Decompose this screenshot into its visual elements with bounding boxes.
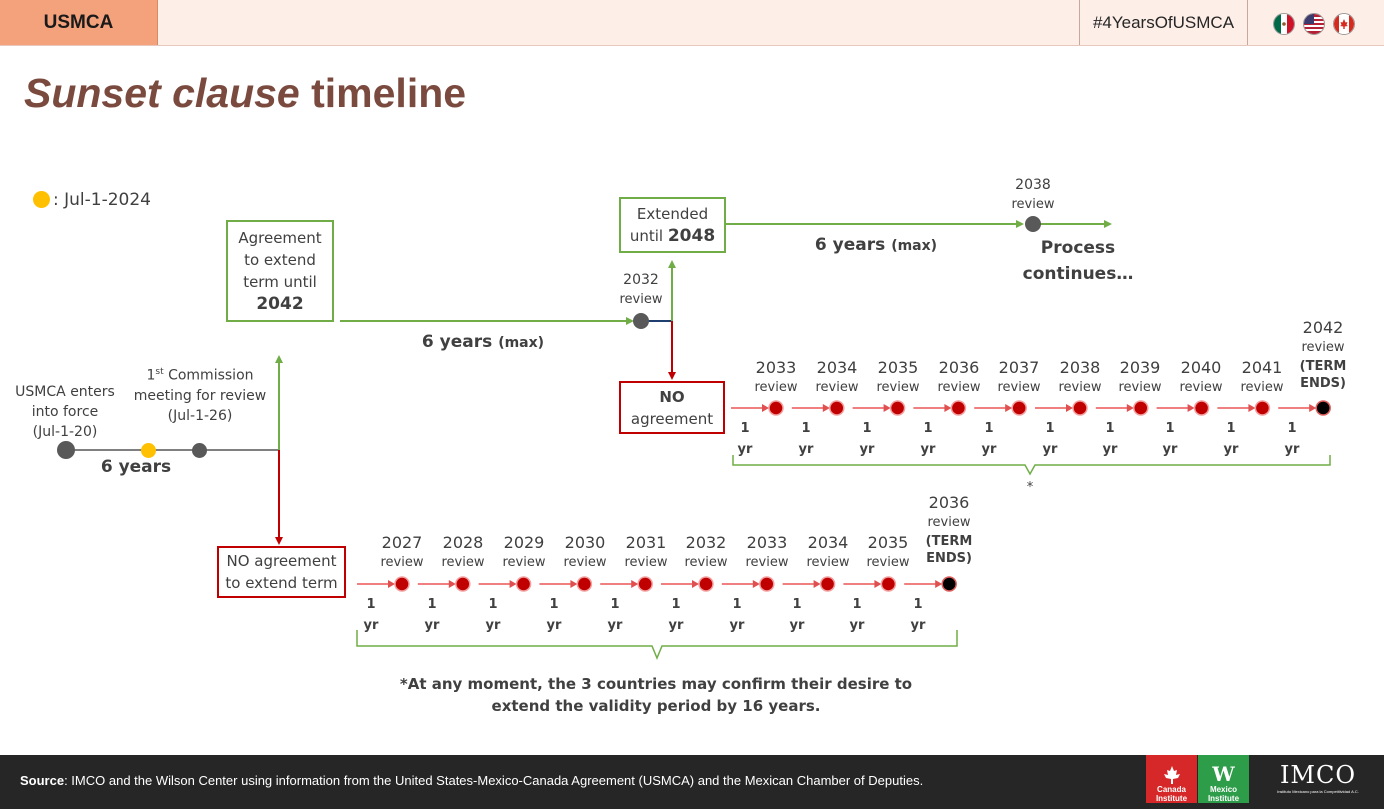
node-commission bbox=[192, 443, 207, 458]
lower-review-node bbox=[881, 577, 895, 591]
six-years-max-1-sub: (max) bbox=[498, 335, 545, 351]
upper-review-5 bbox=[1059, 358, 1102, 398]
lower-bracket bbox=[357, 630, 957, 658]
six-years-max-2-sub: (max) bbox=[891, 238, 938, 254]
lower-review-word: review bbox=[806, 555, 850, 570]
source-label: Source bbox=[20, 773, 65, 788]
lower-review-year: 2029 bbox=[503, 533, 545, 552]
lower-interval-4 bbox=[608, 594, 623, 636]
lower-review-node bbox=[577, 577, 591, 591]
lower-review-word: review bbox=[380, 555, 424, 570]
interval-unit: yr bbox=[910, 618, 926, 633]
lower-review-4 bbox=[625, 533, 668, 573]
upper-end-term2: ENDS) bbox=[1300, 376, 1346, 391]
legend-label: : Jul-1-2024 bbox=[53, 190, 151, 210]
upper-review-year: 2036 bbox=[938, 358, 980, 377]
review-2032-year: 2032 bbox=[623, 272, 659, 288]
source-body: : IMCO and the Wilson Center using information from the United States-Mexico-Canada Agreement (USMCA) and the Mexican Chamber of Deputies. bbox=[64, 773, 924, 788]
lower-arrowhead bbox=[449, 580, 456, 588]
commission-sup: st bbox=[155, 367, 164, 377]
lower-interval-5 bbox=[669, 594, 684, 636]
imco-logo-tagline: Instituto Mexicano para la Competitividad A.C. bbox=[1277, 789, 1359, 794]
upper-review-year: 2035 bbox=[877, 358, 919, 377]
interval-unit: yr bbox=[1162, 442, 1178, 457]
upper-interval-9 bbox=[1285, 418, 1300, 460]
upper-review-7 bbox=[1180, 358, 1223, 398]
upper-arrowhead bbox=[884, 404, 891, 412]
lower-review-word: review bbox=[745, 555, 789, 570]
upper-review-year: 2033 bbox=[755, 358, 797, 377]
upper-interval-4 bbox=[982, 418, 997, 460]
upper-review-node bbox=[951, 401, 965, 415]
interval-num: 1 bbox=[923, 421, 933, 436]
upper-interval-2 bbox=[860, 418, 875, 460]
no-agreement-line2: agreement bbox=[630, 409, 714, 428]
lower-end-term1: (TERM bbox=[925, 534, 973, 549]
interval-unit: yr bbox=[1284, 442, 1300, 457]
upper-end-year: 2042 bbox=[1302, 318, 1344, 337]
lower-review-year: 2035 bbox=[867, 533, 909, 552]
interval-num: 1 bbox=[732, 597, 742, 612]
upper-arrowhead bbox=[1066, 404, 1073, 412]
node-today bbox=[141, 443, 156, 458]
commission-line2: meeting for review bbox=[133, 387, 267, 404]
lower-review-6 bbox=[746, 533, 789, 573]
commission-label bbox=[134, 362, 266, 426]
canada-logo-line2: Institute bbox=[1155, 794, 1188, 803]
interval-unit: yr bbox=[798, 442, 814, 457]
upper-review-1 bbox=[816, 358, 859, 398]
interval-unit: yr bbox=[424, 618, 440, 633]
extended-line1: Extended bbox=[636, 205, 709, 223]
upper-review-node bbox=[1073, 401, 1087, 415]
footnote bbox=[400, 673, 912, 717]
mexico-institute-logo bbox=[1198, 755, 1249, 803]
upper-review-word: review bbox=[754, 380, 798, 395]
upper-review-word: review bbox=[876, 380, 920, 395]
lower-review-5 bbox=[685, 533, 728, 573]
lower-review-2 bbox=[503, 533, 546, 573]
no-agreement-extend-line1: NO agreement bbox=[226, 552, 337, 570]
maple-leaf-icon bbox=[1161, 765, 1183, 785]
lower-arrowhead bbox=[510, 580, 517, 588]
node-2038 bbox=[1025, 216, 1041, 232]
imco-logo-name: IMCO bbox=[1279, 761, 1357, 789]
interval-unit: yr bbox=[1223, 442, 1239, 457]
lower-review-word: review bbox=[866, 555, 910, 570]
lower-review-word: review bbox=[624, 555, 668, 570]
upper-review-year: 2040 bbox=[1180, 358, 1222, 377]
lower-review-1 bbox=[442, 533, 485, 573]
title-italic: Sunset clause bbox=[24, 70, 300, 116]
upper-end-word: review bbox=[1301, 340, 1345, 355]
lower-review-year: 2028 bbox=[442, 533, 484, 552]
extended-year: 2048 bbox=[667, 226, 716, 246]
enters-force-label bbox=[15, 382, 115, 442]
lower-arrowhead bbox=[753, 580, 760, 588]
mexico-logo-line2: Institute bbox=[1207, 794, 1240, 803]
imco-logo bbox=[1262, 761, 1374, 801]
mexico-logo-line1: Mexico bbox=[1209, 785, 1238, 794]
interval-num: 1 bbox=[1165, 421, 1175, 436]
upper-review-year: 2034 bbox=[816, 358, 858, 377]
upper-arrowhead bbox=[1188, 404, 1195, 412]
no-agreement-extend-line2: to extend term bbox=[225, 574, 338, 592]
commission-line1 bbox=[134, 362, 266, 386]
lower-review-word: review bbox=[502, 555, 546, 570]
interval-unit: yr bbox=[668, 618, 684, 633]
upper-review-2 bbox=[877, 358, 920, 398]
six-years-max-1-main: 6 years bbox=[421, 332, 499, 352]
interval-num: 1 bbox=[488, 597, 498, 612]
interval-num: 1 bbox=[610, 597, 620, 612]
agree-line1: Agreement bbox=[238, 229, 322, 247]
lower-interval-7 bbox=[790, 594, 805, 636]
title-rest: timeline bbox=[299, 70, 467, 116]
lower-arrowhead bbox=[935, 580, 942, 588]
footnote-line2: extend the validity period by 16 years. bbox=[491, 697, 821, 715]
lower-review-8 bbox=[867, 533, 910, 573]
upper-review-word: review bbox=[815, 380, 859, 395]
interval-num: 1 bbox=[1105, 421, 1115, 436]
upper-interval-8 bbox=[1224, 418, 1239, 460]
lower-arrowhead bbox=[570, 580, 577, 588]
review-2038-word: review bbox=[1011, 197, 1055, 212]
no-agreement-extend-box bbox=[217, 546, 346, 598]
interval-num: 1 bbox=[984, 421, 994, 436]
upper-review-node bbox=[769, 401, 783, 415]
upper-review-word: review bbox=[997, 380, 1041, 395]
lower-review-3 bbox=[564, 533, 607, 573]
agree-line2: to extend bbox=[244, 251, 316, 269]
interval-num: 1 bbox=[549, 597, 559, 612]
lower-interval-9 bbox=[911, 594, 926, 636]
upper-review-node bbox=[1134, 401, 1148, 415]
lower-review-year: 2031 bbox=[625, 533, 667, 552]
interval-unit: yr bbox=[607, 618, 623, 633]
upper-review-8 bbox=[1241, 358, 1284, 398]
lower-arrowhead bbox=[874, 580, 881, 588]
upper-review-word: review bbox=[1058, 380, 1102, 395]
upper-review-end bbox=[1300, 318, 1347, 392]
upper-interval-3 bbox=[921, 418, 936, 460]
agreement-extend-box bbox=[226, 220, 334, 322]
upper-review-4 bbox=[998, 358, 1041, 398]
upper-end-term1: (TERM bbox=[1299, 359, 1347, 374]
interval-unit: yr bbox=[920, 442, 936, 457]
commission-post: Commission bbox=[163, 367, 254, 384]
extended-line2 bbox=[630, 225, 715, 247]
process-line2: continues… bbox=[1022, 264, 1134, 284]
lower-review-year: 2034 bbox=[807, 533, 849, 552]
interval-num: 1 bbox=[862, 421, 872, 436]
upper-review-year: 2039 bbox=[1119, 358, 1161, 377]
interval-num: 1 bbox=[852, 597, 862, 612]
interval-unit: yr bbox=[1042, 442, 1058, 457]
interval-unit: yr bbox=[789, 618, 805, 633]
interval-unit: yr bbox=[485, 618, 501, 633]
interval-unit: yr bbox=[729, 618, 745, 633]
no-agreement-box bbox=[619, 381, 725, 434]
no-agreement-line1: NO bbox=[659, 387, 685, 406]
review-2038-label bbox=[1012, 175, 1055, 215]
lower-review-year: 2033 bbox=[746, 533, 788, 552]
source-text bbox=[20, 773, 923, 788]
interval-num: 1 bbox=[792, 597, 802, 612]
lower-interval-8 bbox=[850, 594, 865, 636]
lower-review-year: 2027 bbox=[381, 533, 423, 552]
interval-unit: yr bbox=[737, 442, 753, 457]
upper-interval-6 bbox=[1103, 418, 1118, 460]
upper-review-3 bbox=[938, 358, 981, 398]
lower-review-word: review bbox=[684, 555, 728, 570]
hashtag-label: #4YearsOfUSMCA bbox=[1079, 0, 1248, 45]
canada-logo-line1: Canada bbox=[1157, 785, 1186, 794]
lower-interval-6 bbox=[730, 594, 745, 636]
upper-arrowhead bbox=[944, 404, 951, 412]
lower-interval-2 bbox=[486, 594, 501, 636]
interval-num: 1 bbox=[671, 597, 681, 612]
lower-review-year: 2030 bbox=[564, 533, 606, 552]
agree-line3: term until bbox=[243, 273, 317, 291]
node-enters-force bbox=[57, 441, 75, 459]
commission-line3: (Jul-1-26) bbox=[167, 407, 233, 424]
upper-review-node bbox=[830, 401, 844, 415]
lower-review-7 bbox=[807, 533, 850, 573]
lower-term-end-node bbox=[942, 577, 956, 591]
lower-review-chain bbox=[357, 577, 956, 591]
lower-review-0 bbox=[381, 533, 424, 573]
upper-review-word: review bbox=[1118, 380, 1162, 395]
lower-arrowhead bbox=[388, 580, 395, 588]
canada-institute-logo bbox=[1146, 755, 1197, 803]
lower-review-end bbox=[926, 493, 973, 567]
interval-num: 1 bbox=[1287, 421, 1297, 436]
upper-review-word: review bbox=[1240, 380, 1284, 395]
extended-box bbox=[619, 197, 726, 253]
upper-review-node bbox=[1255, 401, 1269, 415]
six-years-max-1 bbox=[422, 332, 544, 352]
review-2032-word: review bbox=[619, 292, 663, 307]
interval-num: 1 bbox=[913, 597, 923, 612]
upper-review-word: review bbox=[937, 380, 981, 395]
upper-review-6 bbox=[1119, 358, 1162, 398]
extended-until: until bbox=[629, 227, 668, 245]
upper-arrowhead bbox=[1005, 404, 1012, 412]
lower-review-year: 2032 bbox=[685, 533, 727, 552]
process-continues-label bbox=[1023, 235, 1134, 287]
upper-review-word: review bbox=[1179, 380, 1223, 395]
upper-interval-7 bbox=[1163, 418, 1178, 460]
node-2032 bbox=[633, 313, 649, 329]
upper-term-end-node bbox=[1316, 401, 1330, 415]
six-years-label: 6 years bbox=[100, 457, 172, 477]
interval-num: 1 bbox=[740, 421, 750, 436]
interval-unit: yr bbox=[363, 618, 379, 633]
interval-num: 1 bbox=[1226, 421, 1236, 436]
six-years-max-2-main: 6 years bbox=[814, 235, 892, 255]
interval-unit: yr bbox=[981, 442, 997, 457]
upper-review-node bbox=[1012, 401, 1026, 415]
review-2032-label bbox=[620, 271, 663, 309]
interval-unit: yr bbox=[1102, 442, 1118, 457]
lower-review-node bbox=[456, 577, 470, 591]
enters-line2: into force bbox=[31, 404, 99, 420]
lower-arrowhead bbox=[814, 580, 821, 588]
upper-review-year: 2041 bbox=[1241, 358, 1283, 377]
upper-bracket bbox=[733, 455, 1330, 474]
lower-end-term2: ENDS) bbox=[926, 551, 972, 566]
lower-review-word: review bbox=[563, 555, 607, 570]
enters-line1: USMCA enters bbox=[15, 384, 115, 400]
interval-num: 1 bbox=[1045, 421, 1055, 436]
interval-num: 1 bbox=[427, 597, 437, 612]
upper-arrowhead bbox=[1248, 404, 1255, 412]
interval-num: 1 bbox=[801, 421, 811, 436]
upper-review-node bbox=[1195, 401, 1209, 415]
review-2038-year: 2038 bbox=[1015, 177, 1051, 193]
process-line1: Process bbox=[1040, 238, 1116, 258]
upper-review-node bbox=[891, 401, 905, 415]
lower-review-node bbox=[638, 577, 652, 591]
lower-review-node bbox=[821, 577, 835, 591]
upper-review-year: 2037 bbox=[998, 358, 1040, 377]
interval-num: 1 bbox=[366, 597, 376, 612]
agree-year: 2042 bbox=[256, 294, 304, 314]
lower-arrowhead bbox=[692, 580, 699, 588]
upper-review-0 bbox=[755, 358, 798, 398]
upper-arrowhead bbox=[823, 404, 830, 412]
upper-asterisk: * bbox=[1026, 480, 1034, 495]
brand-label: USMCA bbox=[0, 0, 158, 45]
interval-unit: yr bbox=[546, 618, 562, 633]
commission-num: 1 bbox=[146, 367, 156, 384]
upper-review-year: 2038 bbox=[1059, 358, 1101, 377]
lower-end-year: 2036 bbox=[928, 493, 970, 512]
six-years-max-2 bbox=[815, 235, 937, 255]
upper-interval-5 bbox=[1043, 418, 1058, 460]
upper-arrowhead bbox=[762, 404, 769, 412]
lower-review-node bbox=[699, 577, 713, 591]
upper-interval-0 bbox=[738, 418, 753, 460]
lower-interval-1 bbox=[425, 594, 440, 636]
lower-review-node bbox=[760, 577, 774, 591]
upper-arrowhead bbox=[1309, 404, 1316, 412]
upper-interval-1 bbox=[799, 418, 814, 460]
upper-review-chain bbox=[731, 401, 1330, 415]
interval-unit: yr bbox=[849, 618, 865, 633]
lower-review-node bbox=[395, 577, 409, 591]
lower-interval-0 bbox=[364, 594, 379, 636]
footnote-line1: *At any moment, the 3 countries may confirm their desire to bbox=[399, 675, 913, 693]
interval-unit: yr bbox=[859, 442, 875, 457]
lower-review-node bbox=[517, 577, 531, 591]
lower-end-word: review bbox=[927, 515, 971, 530]
lower-arrowhead bbox=[631, 580, 638, 588]
enters-line3: (Jul-1-20) bbox=[32, 424, 98, 440]
upper-arrowhead bbox=[1127, 404, 1134, 412]
lower-review-word: review bbox=[441, 555, 485, 570]
wilson-w-icon: W bbox=[1212, 762, 1235, 786]
lower-interval-3 bbox=[547, 594, 562, 636]
